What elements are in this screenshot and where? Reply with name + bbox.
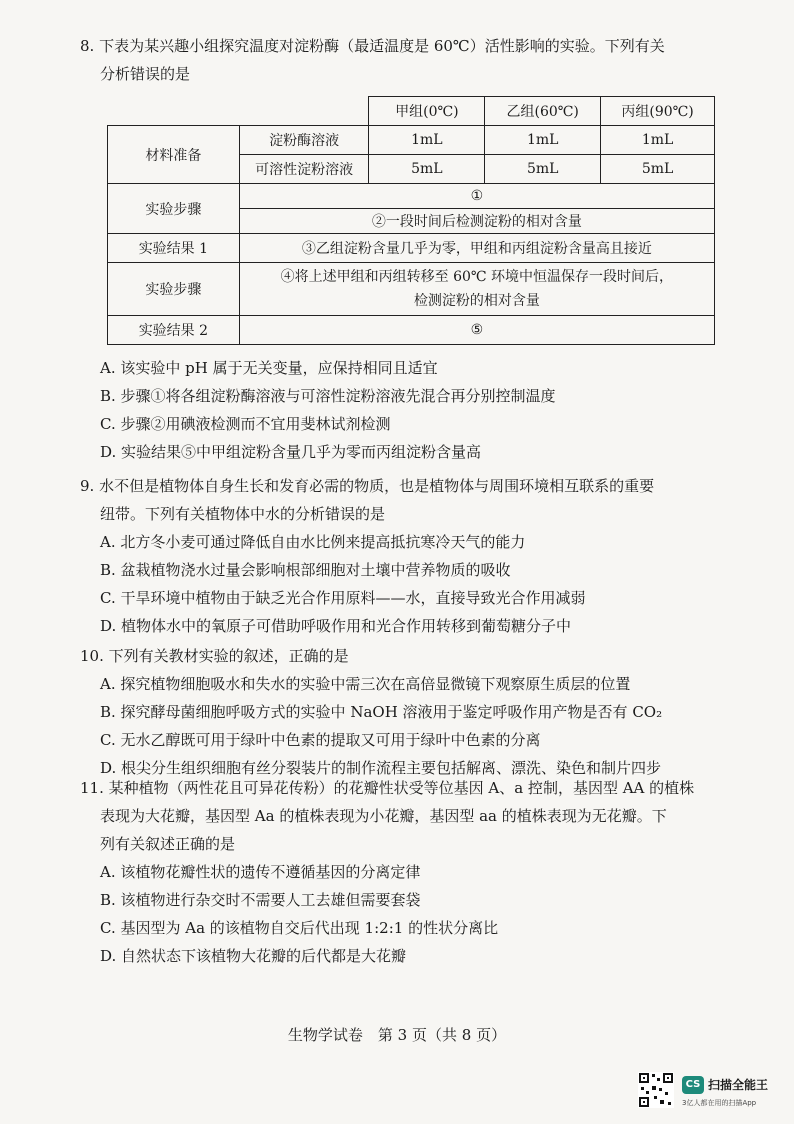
step-4-line1: ④将上述甲组和丙组转移至 60℃ 环境中恒温保存一段时间后， (280, 269, 674, 285)
page-footer: 生物学试卷 第 3 页（共 8 页） (287, 1026, 507, 1044)
step-2: ②一段时间后检测淀粉的相对含量 (239, 209, 714, 234)
question-11 (80, 774, 740, 970)
q11-option-a: A. 该植物花瓣性状的遗传不遵循基因的分离定律 (100, 863, 421, 881)
step-4-line2: 检测淀粉的相对含量 (413, 293, 540, 309)
q8-stem-line2: 分析错误的是 (100, 65, 191, 83)
q11-stem-line1: 11. 某种植物（两性花且可异花传粉）的花瓣性状受等位基因 A、a 控制，基因型 AA 的植株 (80, 779, 695, 797)
q9-option-b: B. 盆栽植物浇水过量会影响根部细胞对土壤中营养物质的吸收 (100, 561, 511, 579)
question-8-options (80, 354, 740, 466)
table-cell: 5mL (601, 155, 715, 184)
q11-stem-line3: 列有关叙述正确的是 (100, 835, 236, 853)
row-label-amylase: 淀粉酶溶液 (239, 126, 369, 155)
table-cell: 5mL (369, 155, 485, 184)
question-9 (80, 472, 740, 640)
q9-stem-line2: 纽带。下列有关植物体中水的分析错误的是 (100, 505, 386, 523)
result-2-text: ⑤ (239, 316, 714, 345)
step-4 (239, 263, 714, 316)
question-8-stem (80, 32, 740, 88)
col-header-a: 甲组(0℃) (369, 97, 485, 126)
q10-option-d: D. 根尖分生组织细胞有丝分裂装片的制作流程主要包括解离、漂洗、染色和制片四步 (100, 759, 662, 777)
q9-option-d: D. 植物体水中的氧原子可借助呼吸作用和光合作用转移到葡萄糖分子中 (100, 617, 572, 635)
q10-option-c: C. 无水乙醇既可用于绿叶中色素的提取又可用于绿叶中色素的分离 (100, 731, 541, 749)
col-header-b: 乙组(60℃) (485, 97, 601, 126)
row-label-steps-2: 实验步骤 (108, 263, 240, 316)
qr-code-icon (638, 1072, 674, 1108)
step-1: ① (239, 184, 714, 209)
table-corner (108, 97, 369, 126)
row-label-materials: 材料准备 (108, 126, 240, 184)
q8-option-b: B. 步骤①将各组淀粉酶溶液与可溶性淀粉溶液先混合再分别控制温度 (100, 387, 556, 405)
result-1-text: ③乙组淀粉含量几乎为零，甲组和丙组淀粉含量高且接近 (239, 234, 714, 263)
q8-stem-line1: 8. 下表为某兴趣小组探究温度对淀粉酶（最适温度是 60℃）活性影响的实验。下列有关 (80, 37, 665, 55)
q8-option-c: C. 步骤②用碘液检测而不宜用斐林试剂检测 (100, 415, 391, 433)
q11-option-c: C. 基因型为 Aa 的该植物自交后代出现 1:2:1 的性状分离比 (100, 919, 499, 937)
question-10 (80, 642, 740, 782)
table-cell: 1mL (369, 126, 485, 155)
q11-option-d: D. 自然状态下该植物大花瓣的后代都是大花瓣 (100, 947, 407, 965)
q9-stem-line1: 9. 水不但是植物体自身生长和发育必需的物质，也是植物体与周围环境相互联系的重要 (80, 477, 655, 495)
q10-stem: 10. 下列有关教材实验的叙述，正确的是 (80, 647, 349, 665)
row-label-starch: 可溶性淀粉溶液 (239, 155, 369, 184)
q10-option-b: B. 探究酵母菌细胞呼吸方式的实验中 NaOH 溶液用于鉴定呼吸作用产物是否有 CO₂ (100, 703, 663, 721)
row-label-steps-1: 实验步骤 (108, 184, 240, 234)
q10-option-a: A. 探究植物细胞吸水和失水的实验中需三次在高倍显微镜下观察原生质层的位置 (100, 675, 631, 693)
camscanner-tagline: 3亿人都在用的扫描App (682, 1099, 757, 1107)
camscanner-name: 扫描全能王 (708, 1078, 769, 1092)
table-cell: 1mL (485, 126, 601, 155)
scanner-watermark (638, 1072, 788, 1112)
q9-option-a: A. 北方冬小麦可通过降低自由水比例来提高抵抗寒冷天气的能力 (100, 533, 526, 551)
row-label-result-1: 实验结果 1 (108, 234, 240, 263)
q8-option-a: A. 该实验中 pH 属于无关变量，应保持相同且适宜 (100, 359, 438, 377)
q9-option-c: C. 干旱环境中植物由于缺乏光合作用原料——水，直接导致光合作用减弱 (100, 589, 586, 607)
camscanner-logo: CS (682, 1076, 704, 1094)
col-header-c: 丙组(90℃) (601, 97, 715, 126)
q11-stem-line2: 表现为大花瓣，基因型 Aa 的植株表现为小花瓣，基因型 aa 的植株表现为无花瓣。下 (100, 807, 667, 825)
row-label-result-2: 实验结果 2 (108, 316, 240, 345)
experiment-table (107, 96, 715, 345)
q8-option-d: D. 实验结果⑤中甲组淀粉含量几乎为零而丙组淀粉含量高 (100, 443, 482, 461)
table-cell: 1mL (601, 126, 715, 155)
q11-option-b: B. 该植物进行杂交时不需要人工去雄但需要套袋 (100, 891, 421, 909)
table-cell: 5mL (485, 155, 601, 184)
